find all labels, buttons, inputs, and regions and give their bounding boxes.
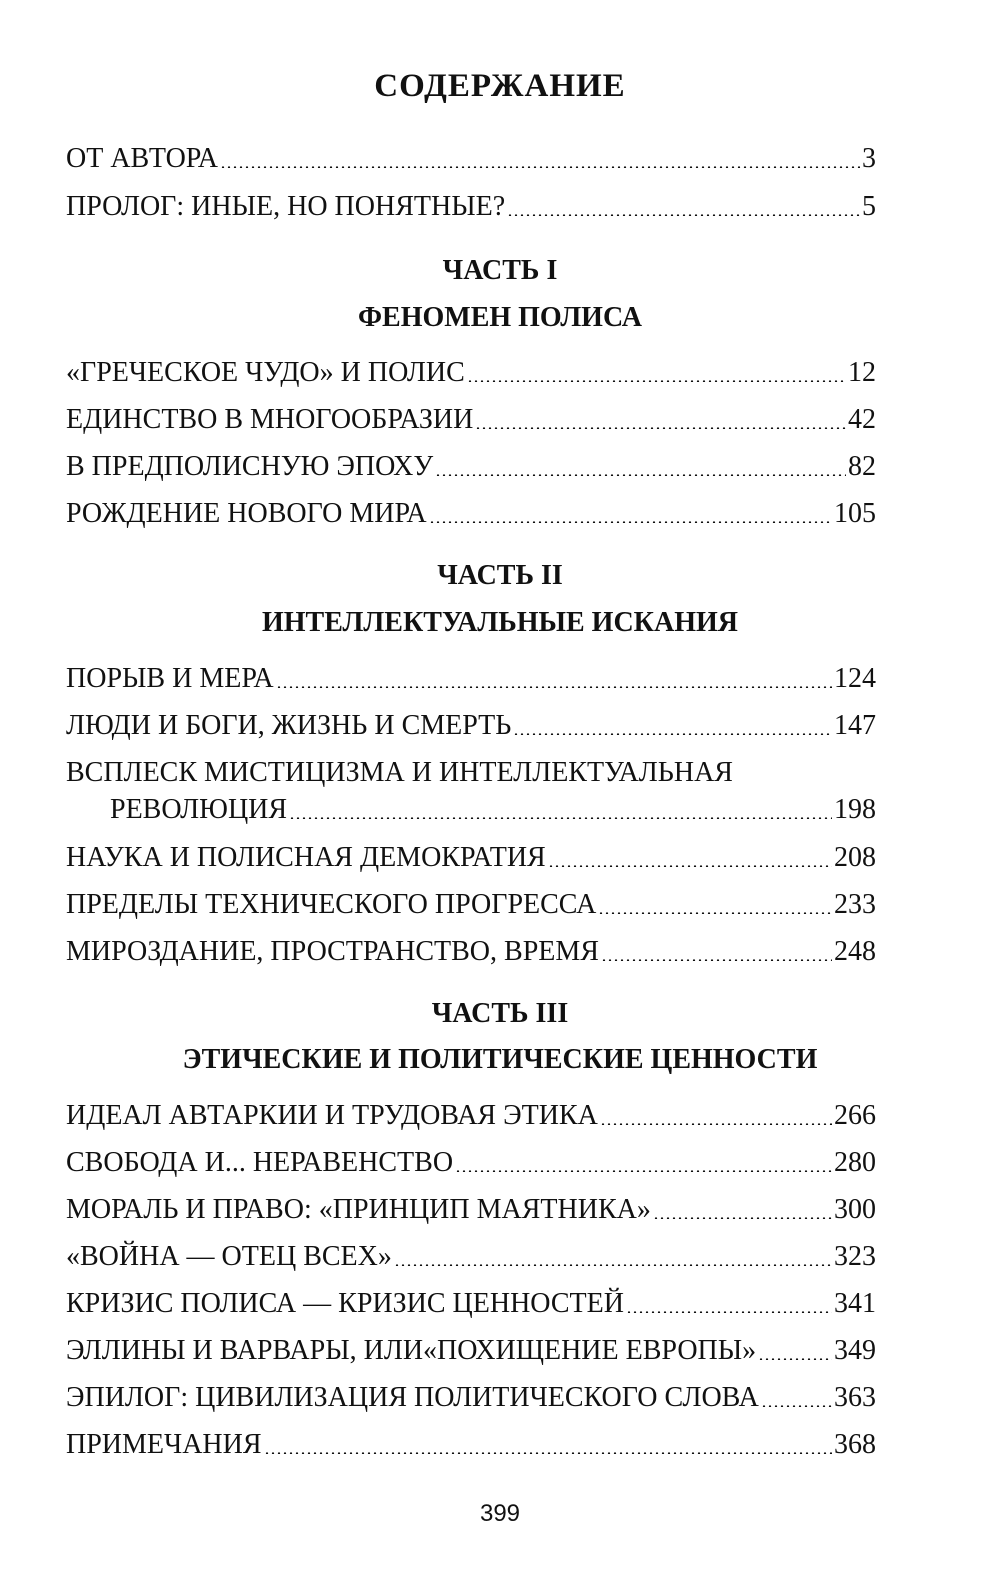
part-label: ЧАСТЬ II (437, 560, 563, 591)
toc-entry-title: ПРОЛОГ: ИНЫЕ, НО ПОНЯТНЫЕ? (66, 191, 506, 222)
toc-entry-title: МИРОЗДАНИЕ, ПРОСТРАНСТВО, ВРЕМЯ (66, 936, 599, 967)
leader-dots (600, 1123, 832, 1125)
toc-entry-page: 42 (848, 404, 876, 435)
toc-entry-title: КРИЗИС ПОЛИСА — КРИЗИС ЦЕННОСТЕЙ (66, 1288, 624, 1319)
page-title: СОДЕРЖАНИЕ (374, 68, 626, 104)
toc-entry[interactable] (66, 1240, 876, 1274)
toc-entry[interactable] (66, 709, 876, 743)
toc-entry-title: ПРИМЕЧАНИЯ (66, 1429, 262, 1460)
toc-entry[interactable] (66, 1099, 876, 1133)
toc-entry[interactable] (66, 1146, 876, 1180)
toc-entry[interactable] (66, 662, 876, 696)
leader-dots (276, 686, 832, 688)
toc-entry[interactable] (66, 1381, 876, 1415)
leader-dots (220, 166, 860, 168)
part-title: ИНТЕЛЛЕКТУАЛЬНЫЕ ИСКАНИЯ (262, 607, 738, 638)
toc-entry-title: В ПРЕДПОЛИСНУЮ ЭПОХУ (66, 451, 434, 482)
toc-entry-page: 349 (834, 1335, 876, 1366)
toc-entry[interactable] (66, 1287, 876, 1321)
toc-entry-page: 198 (834, 794, 876, 825)
leader-dots (601, 959, 832, 961)
toc-entry[interactable] (66, 1428, 876, 1462)
leader-dots (475, 427, 846, 429)
toc-entry-page: 323 (834, 1241, 876, 1272)
toc-entry-page: 280 (834, 1147, 876, 1178)
leader-dots (758, 1358, 832, 1360)
toc-entry-page: 5 (862, 191, 876, 222)
toc-entry-title: «ВОЙНА — ОТЕЦ ВСЕХ» (66, 1241, 392, 1272)
toc-entry[interactable] (66, 935, 876, 969)
leader-dots (513, 733, 832, 735)
toc-entry-title-line1: ВСПЛЕСК МИСТИЦИЗМА И ИНТЕЛЛЕКТУАЛЬНАЯ (66, 757, 733, 788)
leader-dots (264, 1452, 832, 1454)
toc-entry[interactable] (66, 497, 876, 531)
leader-dots (653, 1217, 832, 1219)
toc-entry-page: 341 (834, 1288, 876, 1319)
toc-entry-page: 363 (834, 1382, 876, 1413)
toc-entry-title: МОРАЛЬ И ПРАВО: «ПРИНЦИП МАЯТНИКА» (66, 1194, 651, 1225)
toc-entry-title: ЛЮДИ И БОГИ, ЖИЗНЬ И СМЕРТЬ (66, 710, 512, 741)
toc-entry-page: 124 (834, 663, 876, 694)
leader-dots (761, 1405, 832, 1407)
leader-dots (429, 521, 832, 523)
toc-entry-title: ОТ АВТОРА (66, 143, 219, 174)
toc-entry[interactable] (66, 356, 876, 390)
part-label: ЧАСТЬ III (431, 998, 569, 1029)
toc-entry-title: ЭЛЛИНЫ И ВАРВАРЫ, ИЛИ«ПОХИЩЕНИЕ ЕВРОПЫ» (66, 1335, 757, 1366)
toc-entry[interactable] (66, 403, 876, 437)
part-title: ФЕНОМЕН ПОЛИСА (357, 302, 643, 333)
toc-entry-page: 105 (834, 498, 876, 529)
toc-entry[interactable] (66, 1334, 876, 1368)
leader-dots (455, 1170, 832, 1172)
toc-entry-page: 82 (848, 451, 876, 482)
toc-entry-page: 208 (834, 842, 876, 873)
leader-dots (548, 865, 832, 867)
toc-entry-page: 300 (834, 1194, 876, 1225)
toc-entry-page: 248 (834, 936, 876, 967)
toc-entry-page: 368 (834, 1429, 876, 1460)
toc-entry-title: ЭПИЛОГ: ЦИВИЛИЗАЦИЯ ПОЛИТИЧЕСКОГО СЛОВА (66, 1382, 759, 1413)
leader-dots (467, 380, 846, 382)
toc-entry[interactable] (66, 1193, 876, 1227)
toc-entry-title: ЕДИНСТВО В МНОГООБРАЗИИ (66, 404, 474, 435)
toc-entry-title: ПОРЫВ И МЕРА (66, 663, 274, 694)
toc-entry-page: 266 (834, 1100, 876, 1131)
toc-entry[interactable] (66, 142, 876, 176)
toc-entry-title: СВОБОДА И... НЕРАВЕНСТВО (66, 1147, 454, 1178)
toc-entry-page: 233 (834, 889, 876, 920)
toc-entry-title: РОЖДЕНИЕ НОВОГО МИРА (66, 498, 427, 529)
page-number: 399 (479, 1500, 521, 1527)
leader-dots (507, 214, 860, 216)
toc-entry-page: 12 (848, 357, 876, 388)
toc-entry-page: 147 (834, 710, 876, 741)
toc-entry[interactable] (66, 450, 876, 484)
leader-dots (435, 474, 846, 476)
toc-entry-page: 3 (862, 143, 876, 174)
toc-entry[interactable] (66, 190, 876, 224)
part-title: ЭТИЧЕСКИЕ И ПОЛИТИЧЕСКИЕ ЦЕННОСТИ (182, 1044, 818, 1075)
leader-dots (289, 817, 832, 819)
toc-entry[interactable] (110, 793, 876, 827)
toc-entry[interactable] (66, 841, 876, 875)
toc-entry-title: ИДЕАЛ АВТАРКИИ И ТРУДОВАЯ ЭТИКА (66, 1100, 598, 1131)
toc-entry-title: РЕВОЛЮЦИЯ (110, 794, 288, 825)
leader-dots (626, 1311, 832, 1313)
leader-dots (598, 912, 832, 914)
toc-entry[interactable] (66, 888, 876, 922)
toc-entry-title: ПРЕДЕЛЫ ТЕХНИЧЕСКОГО ПРОГРЕССА (66, 889, 597, 920)
part-label: ЧАСТЬ I (442, 255, 558, 286)
toc-entry-title: «ГРЕЧЕСКОЕ ЧУДО» И ПОЛИС (66, 357, 465, 388)
leader-dots (394, 1264, 832, 1266)
toc-entry-title: НАУКА И ПОЛИСНАЯ ДЕМОКРАТИЯ (66, 842, 546, 873)
